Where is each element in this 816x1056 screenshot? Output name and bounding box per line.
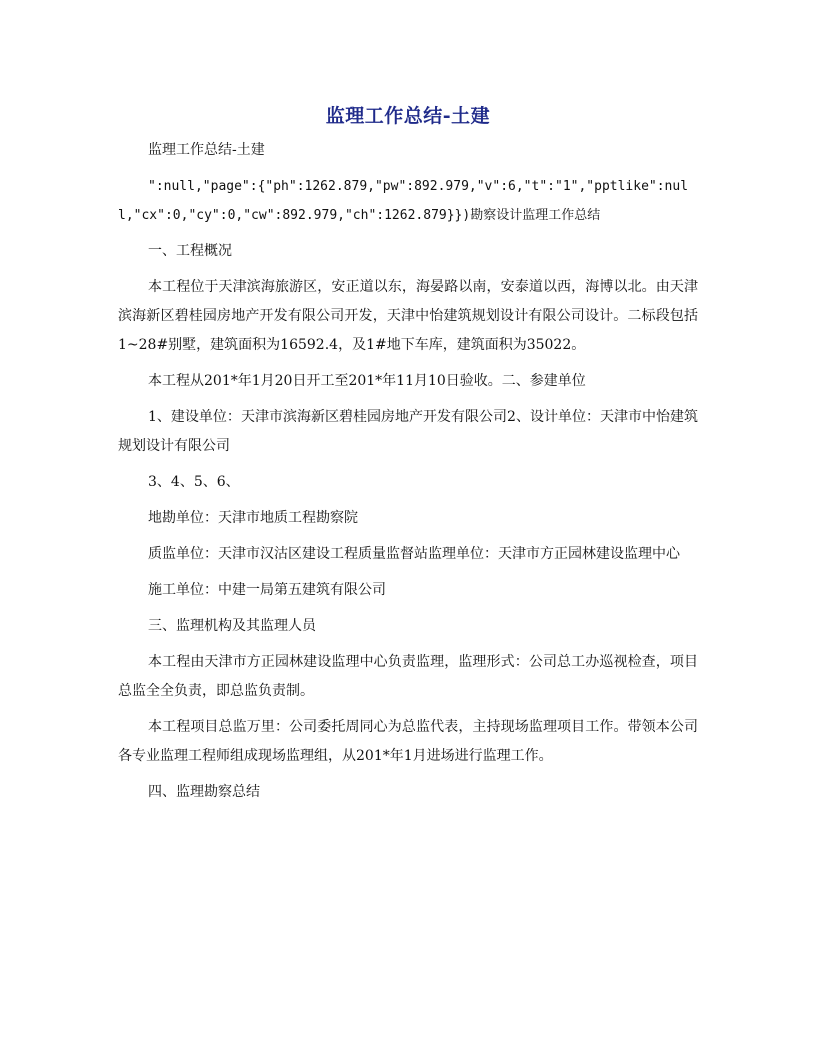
- heading-project-overview: 一、工程概况: [148, 243, 232, 259]
- paragraph-quality-supervision: 质监单位：天津市汉沽区建设工程质量监督站监理单位：天津市方正园林建设监理中心: [148, 546, 680, 562]
- paragraph-project-location: 本工程位于天津滨海旅游区，安正道以东，海晏路以南，安泰道以西，海博以北。由天津滨海新区碧桂园房地产开发有限公司开发，天津中怡建筑规划设计有限公司设计。二标段包括1~28#别墅，建筑面积为16592.4，及1#地下车库，建筑面积为35022。: [118, 279, 698, 353]
- paragraph-project-schedule: 本工程从201*年1月20日开工至201*年11月10日验收。二、参建单位: [148, 373, 586, 389]
- document-body: [118, 136, 698, 814]
- heading-supervision-organization: 三、监理机构及其监理人员: [148, 618, 316, 634]
- paragraph-contractor: 施工单位：中建一局第五建筑有限公司: [148, 582, 386, 598]
- document-title: 监理工作总结-土建: [325, 105, 491, 127]
- paragraph-subtitle: 监理工作总结-土建: [148, 142, 265, 158]
- paragraph-construction-units: 1、建设单位：天津市滨海新区碧桂园房地产开发有限公司2、设计单位：天津市中怡建筑规划设计有限公司: [118, 409, 698, 454]
- paragraph-numbering: 3、4、5、6、: [148, 474, 240, 490]
- paragraph-survey-unit: 地勘单位：天津市地质工程勘察院: [148, 510, 358, 526]
- paragraph-json-residue: ":null,"page":{"ph":1262.879,"pw":892.979,"v":6,"t":"1","pptlike":null,"cx":0,"cy":0,"cw":892.979,"ch":1262.879}})勘察设计监理工作总结: [118, 179, 689, 223]
- paragraph-supervision-form: 本工程由天津市方正园林建设监理中心负责监理，监理形式：公司总工办巡视检查，项目总监全全负责，即总监负责制。: [118, 654, 698, 699]
- heading-survey-summary: 四、监理勘察总结: [148, 784, 260, 800]
- paragraph-chief-supervisor: 本工程项目总监万里：公司委托周同心为总监代表，主持现场监理项目工作。带领本公司各专业监理工程师组成现场监理组，从201*年1月进场进行监理工作。: [118, 719, 698, 764]
